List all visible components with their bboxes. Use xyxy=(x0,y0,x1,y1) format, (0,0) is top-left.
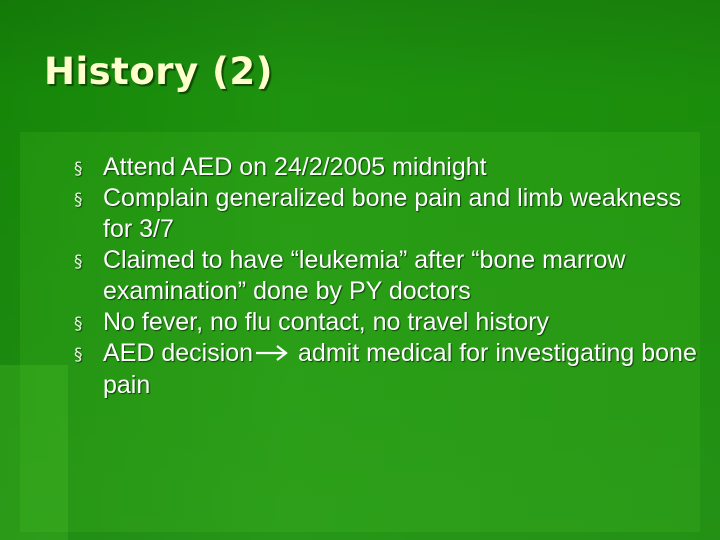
right-arrow-icon xyxy=(255,339,289,370)
section-sign-bullet-icon: § xyxy=(74,252,83,272)
bullet-text: Claimed to have “leukemia” after “bone marrow examination” done by PY doctors xyxy=(103,246,626,305)
bullet-list xyxy=(74,152,700,401)
bullet-text: Attend AED on 24/2/2005 midnight xyxy=(103,153,487,181)
section-sign-bullet-icon: § xyxy=(74,345,83,365)
bullet-text: Complain generalized bone pain and limb weakness for 3/7 xyxy=(103,184,682,243)
bullet-item xyxy=(74,152,700,183)
bullet-item xyxy=(74,338,700,401)
bullet-item xyxy=(74,245,700,307)
slide-title: History (2) xyxy=(44,50,274,93)
bullet-item xyxy=(74,183,700,245)
bullet-item xyxy=(74,307,700,338)
section-sign-bullet-icon: § xyxy=(74,314,83,334)
background-accent-block xyxy=(0,365,68,540)
section-sign-bullet-icon: § xyxy=(74,159,83,179)
section-sign-bullet-icon: § xyxy=(74,190,83,210)
bullet-text-before-arrow: AED decision xyxy=(103,339,254,367)
bullet-text-after-arrow: admit medical for investigating bone pain xyxy=(103,339,697,399)
bullet-text: No fever, no flu contact, no travel history xyxy=(103,308,550,336)
